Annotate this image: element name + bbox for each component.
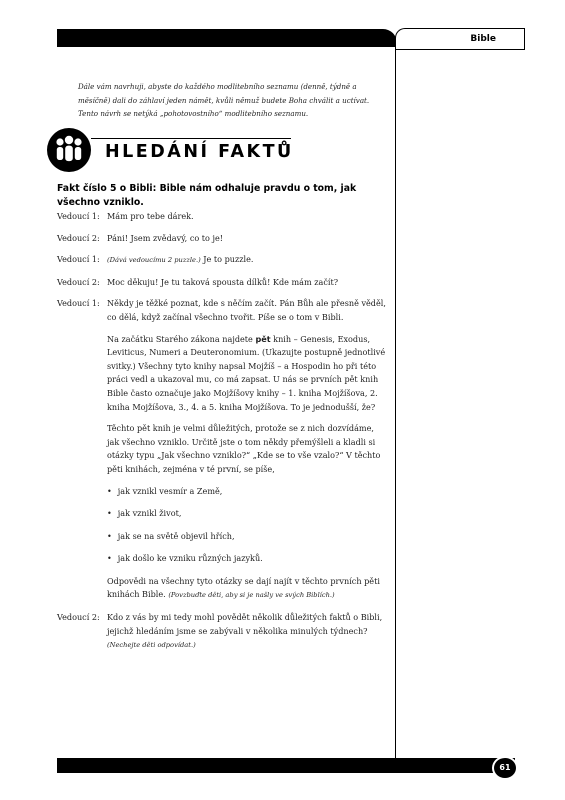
stage-direction: (Nechejte děti odpovídat.) — [107, 641, 196, 650]
dialogue-line — [57, 232, 387, 246]
bullet-list — [107, 485, 387, 566]
speaker-label: Vedoucí 1: — [57, 254, 100, 265]
speaker-label: Vedoucí 2: — [57, 232, 100, 243]
stage-direction: (Dává vedoucímu 2 puzzle.) — [107, 256, 201, 265]
line-text-part: Kdo z vás by mi tedy mohl povědět několik důležitých faktů o Bibli, jejichž hledáním jsme se zabývali v několika minulých týdnech? — [107, 612, 383, 636]
line-text — [107, 253, 387, 268]
header-rule — [91, 138, 291, 139]
paragraph: Těchto pět knih je velmi důležitých, protože se z nich dozvídáme, jak všechno vzniklo. Určitě jste o tom někdy přemýšleli a kladli si otázky typu „Jak všechno vzniklo?“ „Kde se to vše vzalo?“ V těchto pěti knihách, zejména v té první, se píše, — [107, 423, 381, 474]
emphasis: pět — [255, 333, 271, 344]
bullet-item: • jak se na světě objevil hřích, — [107, 530, 387, 544]
dialogue-line — [57, 253, 387, 268]
paragraph — [107, 575, 387, 603]
paragraph-part: knih – Genesis, Exodus, Leviticus, Numeri a Deuteronomium. (Ukazujte postupně jednotlivé svitky.) Všechny tyto knihy napsal Mojžíš – a Hospodin ho při této práci vedl a ukazoval mu, co má zapsat. U nás se prvních pět knih Bible často označuje jako Mojžíšovy knihy – 1. kniha Mojžíšova, 2. kniha Mojžíšova, 3., 4. a 5. kniha Mojžíšova. To je jednodušší, že? — [107, 333, 386, 412]
line-text — [107, 611, 387, 653]
line-text: Mám pro tebe dárek. — [107, 211, 194, 221]
dialogue — [57, 210, 387, 661]
chapter-tab — [395, 28, 525, 50]
bullet-item: • jak vznikl život, — [107, 507, 387, 521]
group-of-people-icon — [47, 128, 91, 172]
margin-divider — [395, 49, 396, 758]
page-number: 61 — [492, 756, 518, 780]
bullet-item: • jak došlo ke vzniku různých jazyků. — [107, 552, 387, 566]
line-text — [107, 297, 387, 603]
fact-heading: Fakt číslo 5 o Bibli: Bible nám odhaluje pravdu o tom, jak všechno vzniklo. — [57, 183, 357, 208]
line-text: Páni! Jsem zvědavý, co to je! — [107, 232, 224, 243]
top-header-bar — [57, 29, 397, 47]
section-header — [47, 128, 347, 176]
speaker-label: Vedoucí 1: — [57, 298, 100, 309]
dialogue-line — [57, 210, 387, 224]
bottom-footer-bar — [57, 758, 515, 773]
dialogue-line — [57, 276, 387, 290]
dialogue-line — [57, 611, 387, 653]
paragraph — [107, 333, 387, 415]
paragraph-part: Odpovědi na všechny tyto otázky se dají najít v těchto prvních pěti knihách Bible. — [107, 575, 380, 600]
section-title: HLEDÁNÍ FAKTŮ — [105, 142, 294, 162]
chapter-tab-label: Bible — [470, 34, 496, 44]
stage-direction: (Povzbuďte děti, aby si je našly ve svých Biblích.) — [168, 591, 335, 600]
paragraph: Někdy je těžké poznat, kde s něčím začít. Pán Bůh ale přesně věděl, co dělá, když začínal všechno tvořit. Píše se o tom v Bibli. — [107, 298, 386, 322]
tab-rule — [395, 49, 525, 50]
paragraph-part: Na začátku Starého zákona najdete — [107, 333, 256, 344]
bullet-item: • jak vznikl vesmír a Země, — [107, 485, 387, 499]
line-text: Moc děkuju! Je tu taková spousta dílků! Kde mám začít? — [107, 276, 339, 287]
speaker-label: Vedoucí 1: — [57, 211, 100, 221]
intro-paragraph: Dále vám navrhuji, abyste do každého modlitebního seznamu (denně, týdně a měsíčně) dali do záhlaví jeden námět, kvůli němuž budete Boha chválit a uctívat. Tento návrh se netýká „pohotovostního“ modlitebního seznamu. — [78, 82, 370, 118]
line-text-part: Je to puzzle. — [200, 254, 254, 265]
speaker-label: Vedoucí 2: — [57, 612, 100, 623]
speaker-label: Vedoucí 2: — [57, 276, 100, 287]
dialogue-line — [57, 297, 387, 603]
